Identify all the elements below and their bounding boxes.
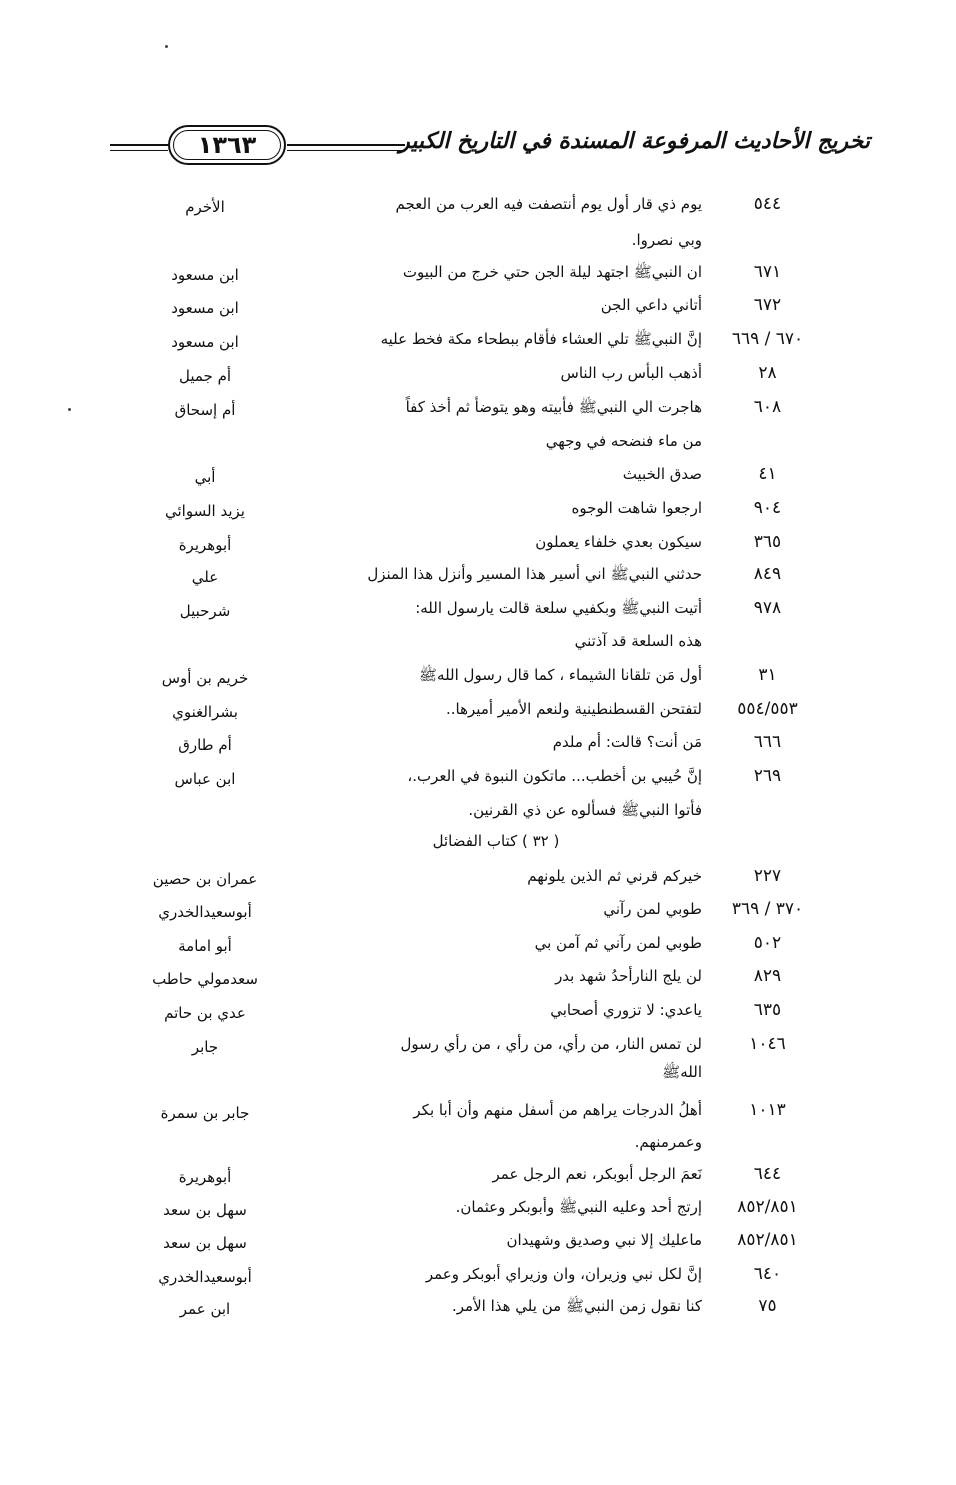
table-row [0,962,956,994]
hadith-number: ٨٢٩ [753,966,782,986]
hadith-text: نَعمَ الرجل أبوبكر، نعم الرجل عمر [492,1165,702,1183]
table-row [0,796,956,828]
narrator-name: خريم بن أوس [161,669,249,687]
table-row [0,494,956,526]
narrator-name: أبوهريرة [178,536,232,554]
hadith-text: إنَّ حُيبي بن أخطب... ماتكون النبوة في العرب.، [407,767,702,785]
narrator-name: ابن مسعود [171,299,239,317]
hadith-text: أول مَن تلقانا الشيماء ، كما قال رسول اللهﷺ [418,666,702,684]
table-row [0,1292,956,1324]
narrator-name: شرحبيل [179,602,231,620]
table-row [0,1160,956,1192]
narrator-name: أم طارق [178,736,232,754]
hadith-text: لن تمس النار، من رأي، من رأي ، من رأي رسول [400,1035,702,1053]
table-row [0,728,956,760]
hadith-text: ارجعوا شاهت الوجوه [571,499,702,517]
hadith-text: يوم ذي قار أول يوم أنتصفت فيه العرب من العجم [395,195,702,213]
table-row [0,862,956,894]
header-rule [287,144,405,151]
narrator-name: أبو امامة [178,937,232,955]
narrator-name: جابر [191,1038,219,1056]
table-row [0,1260,956,1292]
hadith-text: لن يلج النارأحدُ شهد بدر [555,967,702,985]
hadith-number: ٧٥ [758,1296,777,1316]
table-row [0,258,956,290]
hadith-text: أتيت النبيﷺ وبكفيي سلعة قالت يارسول الله: [415,599,702,617]
hadith-number: ٣٦٥ [753,532,782,552]
hadith-text: صدق الخبيث [622,465,702,483]
table-row [0,325,956,357]
hadith-number: ٨٥٢/٨٥١ [737,1197,798,1217]
hadith-number: ٦٧٢ [753,295,782,315]
hadith-text: ماعليك إلا نبي وصديق وشهيدان [506,1231,702,1249]
header-rule [110,144,168,151]
table-row [0,996,956,1028]
table-row [0,359,956,391]
hadith-number: ٦٧١ [753,262,782,282]
table-row [0,762,956,794]
hadith-text: خيركم قرني ثم الذين يلونهم [527,867,702,885]
hadith-number: ٣١ [758,665,777,685]
hadith-number: ٦٧٠ / ٦٦٩ [731,329,804,349]
hadith-number: ١٠١٣ [749,1100,786,1120]
hadith-number: ٣٧٠ / ٣٦٩ [731,899,804,919]
hadith-number: ٨٤٩ [753,564,782,584]
chapter-heading: ( ٣٢ ) كتاب الفضائل [432,832,560,850]
hadith-number: ٩٧٨ [753,598,782,618]
hadith-text: إرتج أحد وعليه النبيﷺ وأبوبكر وعثمان. [455,1198,702,1216]
narrator-name: ابن عباس [174,770,236,788]
narrator-name: جابر بن سمرة [160,1104,250,1122]
hadith-text: إنَّ لكل نبي وزيران، وان وزيراي أبوبكر وعمر [425,1265,702,1283]
hadith-text: ياعدي: لا تزوري أصحابي [550,1001,702,1019]
hadith-text: فأتوا النبيﷺ فسألوه عن ذي القرنين. [468,801,702,819]
hadith-text: سيكون بعدي خلفاء يعملون [535,533,702,551]
table-row [0,1096,956,1128]
hadith-text: إنَّ النبيﷺ تلي العشاء فأقام ببطحاء مكة فخط عليه [380,330,702,348]
narrator-name: سهل بن سعد [163,1201,247,1219]
table-row [0,460,956,492]
page-number: ١٣٦٣ [197,131,257,159]
hadith-number: ٢٢٧ [753,866,782,886]
narrator-name: أم إسحاق [174,401,236,419]
hadith-text: ان النبيﷺ اجتهد ليلة الجن حتي خرج من البيوت [402,263,702,281]
narrator-name: أبوسعيدالخدري [158,903,252,921]
hadith-number: ٩٠٤ [753,498,782,518]
table-row [0,1128,956,1160]
hadith-number: ٦٤٤ [753,1164,782,1184]
narrator-name: أبوسعيدالخدري [158,1268,252,1286]
narrator-name: عدي بن حاتم [164,1004,246,1022]
hadith-number: ٦٦٦ [753,732,782,752]
table-row [0,1058,956,1090]
narrator-name: ابن مسعود [171,266,239,284]
hadith-number: ٥٥٤/٥٥٣ [737,699,798,719]
table-row [0,427,956,459]
narrator-name: عمران بن حصين [152,870,258,888]
narrator-name: الأخرم [185,198,225,216]
hadith-number: ٢٨ [758,363,777,383]
hadith-text: وبي نصروا. [631,231,702,249]
hadith-text: طوبي لمن رآني [603,900,702,918]
scan-speck [165,45,168,48]
table-row [0,291,956,323]
hadith-number: ٦٠٨ [753,397,782,417]
narrator-name: أم جميل [178,367,232,385]
table-row [0,827,956,859]
hadith-number: ٨٥٢/٨٥١ [737,1230,798,1250]
hadith-number: ٦٤٠ [753,1264,782,1284]
narrator-name: ابن عمر [179,1300,231,1318]
hadith-text: وعمرمنهم. [634,1133,702,1151]
narrator-name: سهل بن سعد [163,1234,247,1252]
narrator-name: سعدمولي حاطب [152,970,258,988]
hadith-text: طوبي لمن رآني ثم آمن بي [534,934,702,952]
hadith-text: اللهﷺ [662,1063,702,1081]
hadith-text: كنا نقول زمن النبيﷺ من يلي هذا الأمر. [452,1297,702,1315]
hadith-text: أتاني داعي الجن [600,296,702,314]
narrator-name: بشرالغنوي [172,703,238,721]
narrator-name: علي [191,568,219,586]
table-row [0,226,956,258]
hadith-text: أهلُ الدرجات يراهم من أسفل منهم وأن أبا بكر [413,1101,702,1119]
table-row [0,1193,956,1225]
table-row [0,929,956,961]
hadith-number: ٤١ [758,464,777,484]
hadith-text: هاجرت الي النبيﷺ فأبيته وهو يتوضأ ثم أخذ كفاً [405,398,702,416]
page-number-badge [168,125,286,165]
hadith-number: ٥٤٤ [753,194,782,214]
hadith-text: أذهب البأس رب الناس [560,364,702,382]
hadith-number: ١٠٤٦ [749,1034,786,1054]
table-row [0,594,956,626]
table-row [0,1226,956,1258]
table-row [0,895,956,927]
table-row [0,661,956,693]
table-row [0,627,956,659]
hadith-number: ٥٠٢ [753,933,782,953]
narrator-name: يزيد السوائي [165,502,245,520]
hadith-text: حدثني النبيﷺ اني أسير هذا المسير وأنزل هذا المنزل [367,565,702,583]
running-title: تخريج الأحاديث المرفوعة المسندة في التاريخ الكبير [399,128,870,154]
hadith-number: ٢٦٩ [753,766,782,786]
narrator-name: أبي [194,468,216,486]
table-row [0,393,956,425]
table-row [0,560,956,592]
hadith-text: لتفتحن القسطنطينية ولنعم الأمير أميرها.. [446,700,702,718]
table-row [0,528,956,560]
hadith-text: من ماء فنضحه في وجهي [545,432,702,450]
narrator-name: أبوهريرة [178,1168,232,1186]
page-header [110,124,870,170]
table-row [0,190,956,222]
narrator-name: ابن مسعود [171,333,239,351]
hadith-text: هذه السلعة قد آذتني [574,632,702,650]
hadith-number: ٦٣٥ [753,1000,782,1020]
table-row [0,695,956,727]
hadith-text: مَن أنت؟ قالت: أم ملدم [552,733,702,751]
